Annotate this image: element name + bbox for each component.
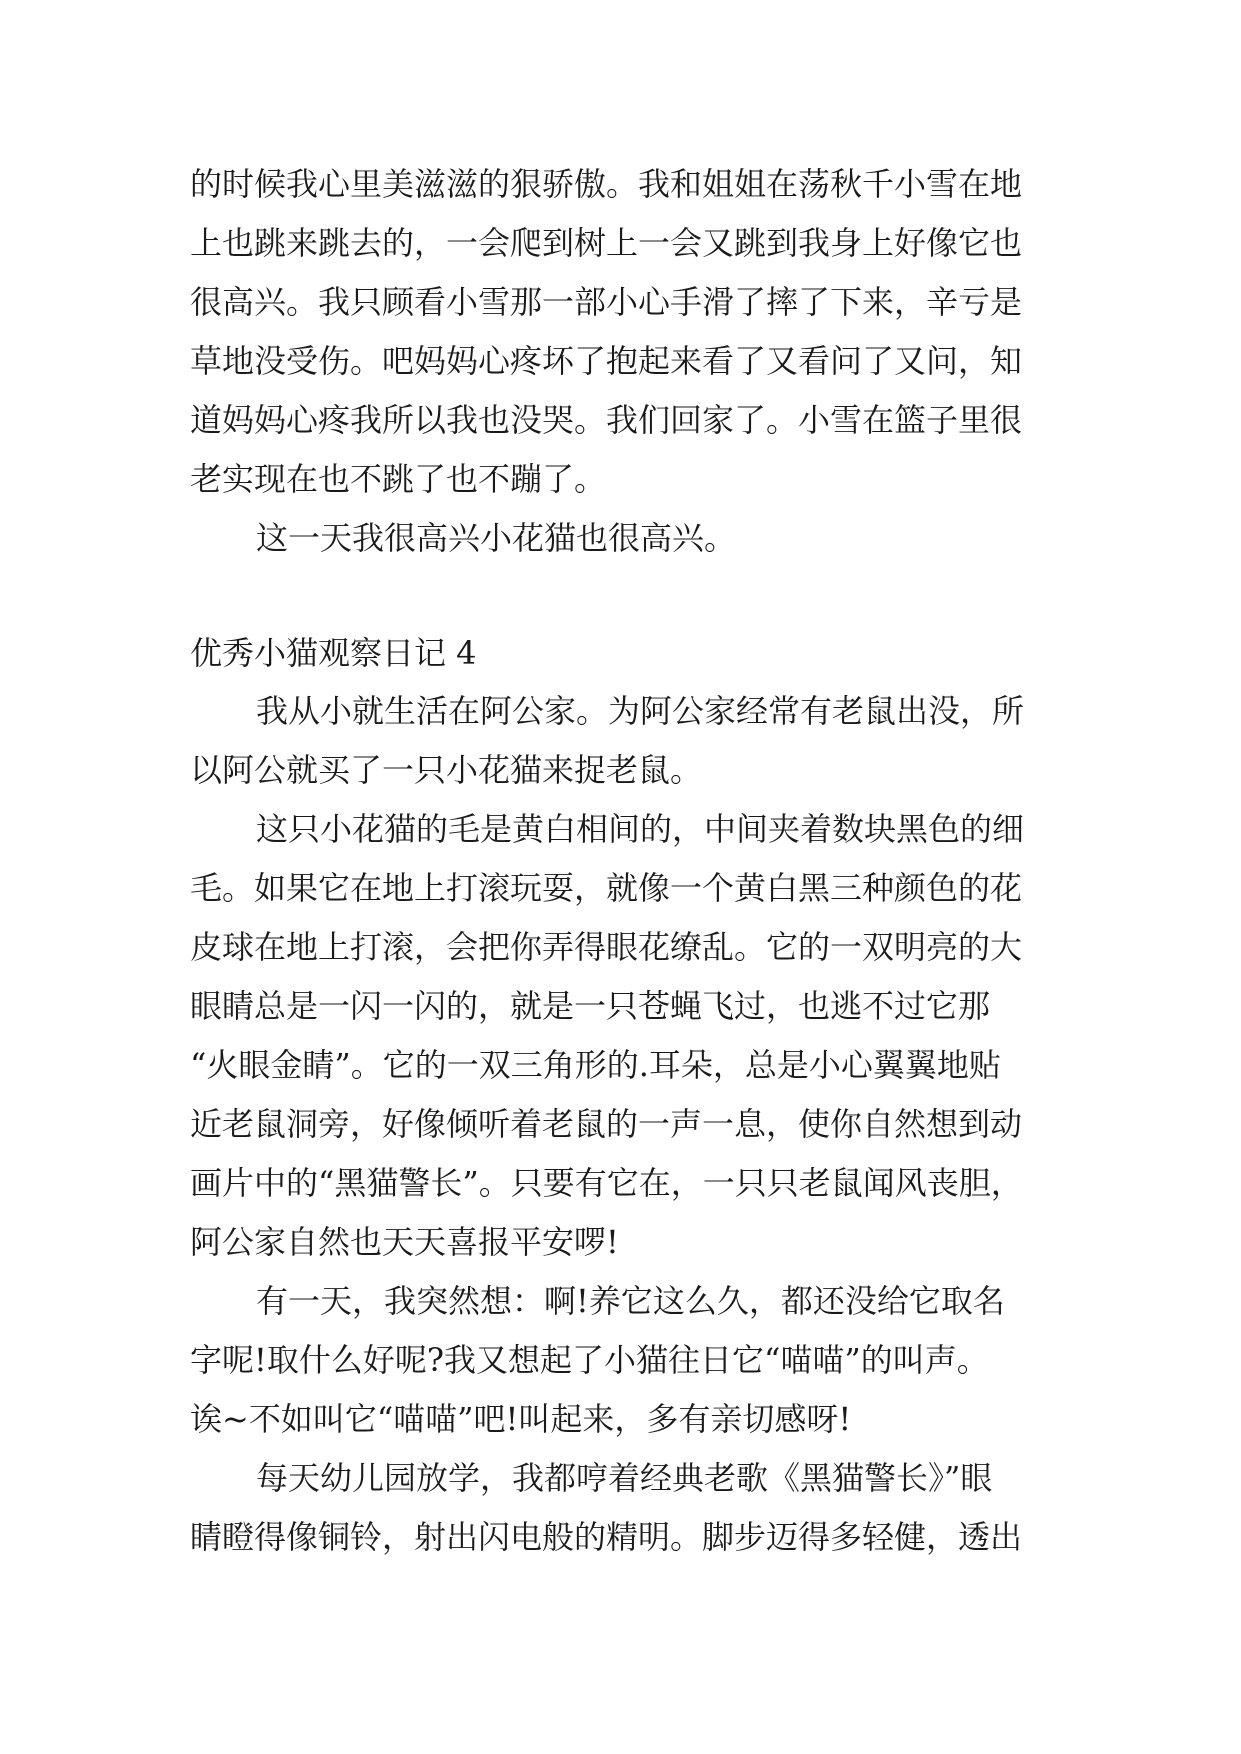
section-title: 优秀小猫观察日记 4	[190, 634, 477, 672]
paragraph-line: 近老鼠洞旁，好像倾听着老鼠的一声一息，使你自然想到动	[190, 1105, 1023, 1143]
paragraph-line: 以阿公就买了一只小花猫来捉老鼠。	[190, 751, 703, 789]
paragraph-line: 这一天我很高兴小花猫也很高兴。	[256, 519, 737, 557]
paragraph-line: 有一天，我突然想：啊!养它这么久，都还没给它取名	[256, 1282, 1005, 1320]
paragraph-line: 道妈妈心疼我所以我也没哭。我们回家了。小雪在篮子里很	[190, 401, 1023, 439]
paragraph-line: 阿公家自然也天天喜报平安啰!	[190, 1223, 619, 1261]
paragraph-line: 的时候我心里美滋滋的狠骄傲。我和姐姐在荡秋千小雪在地	[190, 165, 1023, 203]
paragraph-line: 诶~不如叫它“喵喵”吧!叫起来，多有亲切感呀!	[190, 1400, 852, 1438]
paragraph-line: 我从小就生活在阿公家。为阿公家经常有老鼠出没，所	[256, 692, 1025, 730]
paragraph-line: 毛。如果它在地上打滚玩耍，就像一个黄白黑三种颜色的花	[190, 869, 1023, 907]
paragraph-line: 老实现在也不跳了也不蹦了。	[190, 460, 607, 498]
paragraph-line: 这只小花猫的毛是黄白相间的，中间夹着数块黑色的细	[256, 810, 1025, 848]
paragraph-line: 上也跳来跳去的，一会爬到树上一会又跳到我身上好像它也	[190, 224, 1023, 262]
paragraph-line: 画片中的“黑猫警长”。只要有它在，一只只老鼠闻风丧胆，	[190, 1164, 1023, 1202]
paragraph-line: “火眼金睛”。它的一双三角形的.耳朵，总是小心翼翼地贴	[190, 1046, 1001, 1084]
paragraph-line: 字呢!取什么好呢?我又想起了小猫往日它“喵喵”的叫声。	[190, 1341, 989, 1379]
paragraph-line: 眼睛总是一闪一闪的，就是一只苍蝇飞过，也逃不过它那	[190, 987, 991, 1025]
paragraph-line: 睛瞪得像铜铃，射出闪电般的精明。脚步迈得多轻健，透出	[190, 1518, 1023, 1556]
paragraph-line: 皮球在地上打滚，会把你弄得眼花缭乱。它的一双明亮的大	[190, 928, 1023, 966]
paragraph-line: 每天幼儿园放学，我都哼着经典老歌《黑猫警长》”眼	[256, 1459, 993, 1497]
paragraph-line: 很高兴。我只顾看小雪那一部小心手滑了摔了下来，辛亏是	[190, 283, 1023, 321]
paragraph-line: 草地没受伤。吧妈妈心疼坏了抱起来看了又看问了又问，知	[190, 342, 1023, 380]
